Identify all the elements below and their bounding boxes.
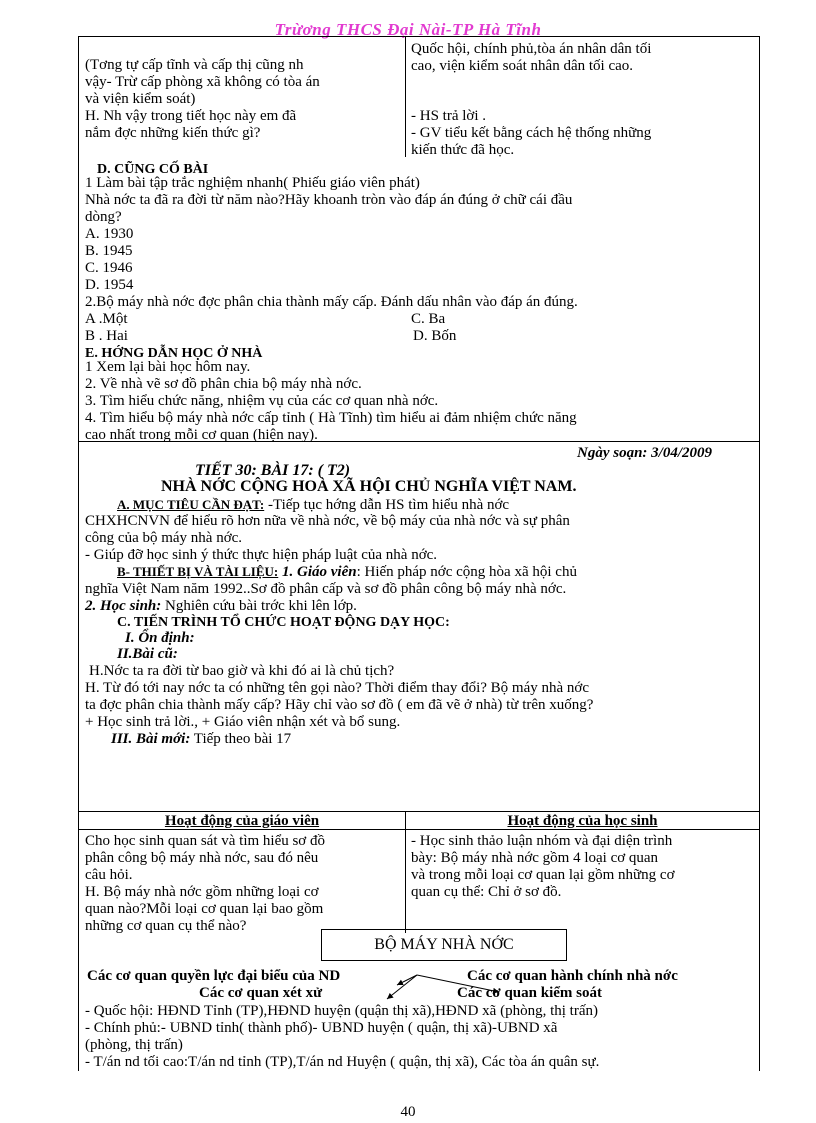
choice-b: B . Hai — [85, 328, 128, 344]
choice-a: A .Một — [85, 311, 128, 327]
old-lesson-line: + Học sinh trả lời., + Giáo viên nhận xét và bổ sung. — [85, 714, 401, 730]
top-right-line: kiến thức đã học. — [411, 142, 515, 158]
diagram-detail-line: - Quốc hội: HĐND Tỉnh (TP),HĐND huyện (quận thị xã),HĐND xã (phòng, thị trấn) — [85, 1003, 598, 1019]
teacher-activity-line: Cho học sinh quan sát và tìm hiểu sơ đồ — [85, 833, 325, 849]
lesson-subtitle: NHÀ NỚC CỘNG HOÀ XÃ HỘI CHỦ NGHĨA VIỆT NAM. — [161, 478, 577, 495]
teacher-activity-line: H. Bộ máy nhà nớc gồm những loại cơ — [85, 884, 319, 900]
top-left-line: vậy- Trừ cấp phòng xã không có tòa án — [85, 74, 320, 90]
top-right-line: - GV tiểu kết bằng cách hệ thống những — [411, 125, 652, 141]
top-right-line: Quốc hội, chính phủ,tòa án nhân dân tối — [411, 41, 652, 57]
equipment-line: nghĩa Việt Nam năm 1992..Sơ đồ phân cấp và sơ đồ phân công bộ máy nhà nớc. — [85, 581, 567, 597]
top-right-line: cao, viện kiểm soát nhân dân tối cao. — [411, 58, 634, 74]
answer-option: A. 1930 — [85, 226, 134, 242]
teacher-activity-header: Hoạt động của giáo viên — [164, 813, 320, 829]
branch-supervisory: Các cơ quan kiểm soát — [457, 985, 602, 1001]
teacher-activity-line: câu hỏi. — [85, 867, 133, 883]
teacher-activity-line: phân công bộ máy nhà nớc, sau đó nêu — [85, 850, 319, 866]
process-heading: C. TIẾN TRÌNH TỔ CHỨC HOẠT ĐỘNG DẠY HỌC: — [117, 615, 450, 630]
old-lesson-line: H.Nớc ta ra đời từ bao giờ và khi đó ai là chủ tịch? — [89, 663, 395, 679]
new-lesson-label: III. Bài mới: — [111, 731, 191, 747]
student-activity-line: quan cụ thể: Chỉ ở sơ đồ. — [411, 884, 562, 900]
consolidation-line: 2.Bộ máy nhà nớc đợc phân chia thành mấy cấp. Đánh dấu nhân vào đáp án đúng. — [85, 294, 578, 310]
teacher-activity-line: những cơ quan cụ thể nào? — [85, 918, 247, 934]
student-label: 2. Học sinh: — [85, 598, 162, 614]
homework-heading: E. HỚNG DẪN HỌC Ở NHÀ — [85, 346, 263, 361]
goals-line: - Giúp đỡ học sinh ý thức thực hiện pháp luật của nhà nớc. — [85, 547, 438, 563]
student-activity-header: Hoạt động của học sinh — [507, 813, 658, 829]
diagram-detail-line: (phòng, thị trấn) — [85, 1037, 183, 1053]
top-left-line: và viện kiểm soát) — [85, 91, 196, 107]
homework-line: cao nhất trong mỗi cơ quan (hiện nay). — [85, 427, 318, 443]
equipment-heading: B- THIẾT BỊ VÀ TÀI LIỆU: — [117, 564, 279, 579]
choice-d: D. Bốn — [413, 328, 457, 344]
school-header: Trừơng THCS Đại Nài-TP Hà Tĩnh — [274, 20, 542, 39]
diagram-detail-line: - Chính phủ:- UBND tỉnh( thành phố)- UBND huyện ( quận, thị xã)-UBND xã — [85, 1020, 558, 1036]
student-activity-line: và trong mỗi loại cơ quan lại gồm những cơ — [411, 867, 675, 883]
page-number: 40 — [400, 1104, 416, 1120]
consolidation-heading: D. CŨNG CỐ BÀI — [97, 162, 209, 177]
homework-line: 1 Xem lại bài học hôm nay. — [85, 359, 251, 375]
branch-representative: Các cơ quan quyền lực đại biểu của ND — [87, 968, 341, 984]
teacher-activity-line: quan nào?Mỗi loại cơ quan lại bao gồm — [85, 901, 324, 917]
arrow-to-judicial — [387, 975, 417, 999]
lesson-date: Ngày soạn: 3/04/2009 — [577, 445, 712, 461]
answer-option: D. 1954 — [85, 277, 134, 293]
page-frame — [78, 36, 760, 1071]
top-left-line: nắm đợc những kiến thức gì? — [85, 125, 261, 141]
step-stabilize: I. Ổn định: — [125, 630, 195, 646]
consolidation-line: Nhà nớc ta đã ra đời từ năm nào?Hãy khoanh tròn vào đáp án đúng ở chữ cái đầu — [85, 192, 573, 208]
old-lesson-line: ta đợc phân chia thành mấy cấp? Hãy chỉ vào sơ đồ ( em đã vẽ ở nhà) từ trên xuống? — [85, 697, 594, 713]
lesson-title: TIẾT 30: BÀI 17: ( T2) — [195, 462, 351, 479]
old-lesson-line: H. Từ đó tới nay nớc ta có những tên gọi nào? Thời điểm thay đổi? Bộ máy nhà nớc — [85, 680, 590, 696]
homework-line: 4. Tìm hiểu bộ máy nhà nớc cấp tỉnh ( Hà Tĩnh) tìm hiểu ai đảm nhiệm chức năng — [85, 410, 577, 426]
answer-option: C. 1946 — [85, 260, 133, 276]
top-right-line: - HS trả lời . — [411, 108, 487, 124]
student-text: Nghiên cứu bài trớc khi lên lớp. — [161, 598, 357, 614]
choice-c: C. Ba — [411, 311, 446, 327]
equipment-teacher-label: 1. Giáo viên — [278, 564, 357, 580]
consolidation-line: dòng? — [85, 209, 122, 225]
diagram-root-box: BỘ MÁY NHÀ NỚC — [321, 929, 567, 961]
top-left-line: H. Nh vậy trong tiết học này em đã — [85, 108, 297, 124]
consolidation-line: 1 Làm bài tập trắc nghiệm nhanh( Phiếu giáo viên phát) — [85, 175, 420, 191]
student-activity-line: - Học sinh thảo luận nhóm và đại diện trình — [411, 833, 673, 849]
equipment-teacher-text: : Hiến pháp nớc cộng hòa xã hội chủ — [356, 564, 577, 580]
diagram-detail-line: - T/án nd tối cao:T/án nd tỉnh (TP),T/án nd Huyện ( quận, thị xã), Các tòa án quân sự. — [85, 1054, 600, 1070]
goals-heading: A. MỤC TIÊU CẦN ĐẠT: — [117, 497, 265, 512]
top-left-line: (Tơng tự cấp tĩnh và cấp thị cũng nh — [85, 57, 304, 73]
homework-line: 2. Về nhà vẽ sơ đồ phân chia bộ máy nhà nớc. — [85, 376, 362, 392]
diagram-arrows — [79, 37, 759, 1071]
homework-line: 3. Tìm hiểu chức năng, nhiệm vụ của các cơ quan nhà nớc. — [85, 393, 439, 409]
branch-executive: Các cơ quan hành chính nhà nớc — [467, 968, 678, 984]
goals-text: -Tiếp tục hớng dẫn HS tìm hiểu nhà nớc — [264, 497, 510, 513]
goals-line: công của bộ máy nhà nớc. — [85, 530, 243, 546]
branch-judicial: Các cơ quan xét xử — [199, 985, 323, 1001]
goals-line: CHXHCNVN để hiểu rõ hơn nữa về nhà nớc, về bộ máy của nhà nớc và sự phân — [85, 513, 570, 529]
student-activity-line: bày: Bộ máy nhà nớc gồm 4 loại cơ quan — [411, 850, 659, 866]
new-lesson-text: Tiếp theo bài 17 — [190, 731, 292, 747]
step-old-lesson: II.Bài cũ: — [117, 646, 178, 662]
answer-option: B. 1945 — [85, 243, 133, 259]
